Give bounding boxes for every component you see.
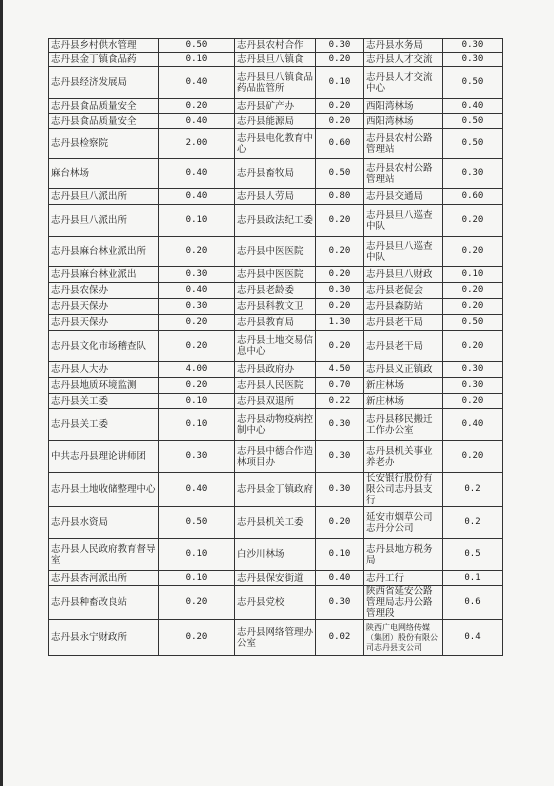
table-row: [49, 620, 503, 656]
unit-name-cell: 新庄林场: [364, 394, 443, 409]
amount-cell: 0.20: [443, 441, 503, 473]
amount-cell: 0.20: [159, 586, 235, 620]
table-row: [49, 394, 503, 409]
amount-cell: 0.20: [316, 299, 364, 315]
amount-cell: 0.50: [316, 159, 364, 189]
amount-cell: 0.20: [316, 99, 364, 114]
amount-cell: 1.30: [316, 315, 364, 331]
amount-cell: 0.20: [159, 378, 235, 394]
amount-cell: 0.50: [443, 315, 503, 331]
amount-cell: 0.20: [443, 299, 503, 315]
amount-cell: 0.30: [316, 586, 364, 620]
amount-cell: 0.60: [443, 189, 503, 205]
table-row: [49, 67, 503, 99]
amount-cell: 0.40: [159, 159, 235, 189]
amount-cell: 0.30: [443, 39, 503, 53]
unit-name-cell: 志丹县旦八巡查中队: [364, 237, 443, 267]
unit-name-cell: 志丹县老促会: [364, 283, 443, 299]
table-row: [49, 539, 503, 571]
amount-cell: 0.20: [159, 315, 235, 331]
unit-name-cell: 志丹县旦八巡查中队: [364, 205, 443, 237]
amount-cell: 0.20: [316, 507, 364, 539]
table-row: [49, 205, 503, 237]
table-row: [49, 409, 503, 441]
amount-cell: 0.40: [316, 571, 364, 586]
table-row: [49, 571, 503, 586]
amount-cell: 0.20: [443, 394, 503, 409]
unit-name-cell: 志丹县种畜改良站: [49, 586, 159, 620]
amount-cell: 0.20: [316, 267, 364, 283]
unit-name-cell: 志丹县老干局: [364, 315, 443, 331]
amount-cell: 0.20: [159, 331, 235, 362]
table-row: [49, 267, 503, 283]
table-row: [49, 99, 503, 114]
unit-name-cell: 志丹县矿产办: [235, 99, 316, 114]
amount-cell: 0.40: [159, 473, 235, 507]
unit-name-cell: 志丹县农保办: [49, 283, 159, 299]
amount-cell: 0.5: [443, 539, 503, 571]
amount-cell: 0.10: [159, 409, 235, 441]
table-row: [49, 586, 503, 620]
unit-name-cell: 志丹县党校: [235, 586, 316, 620]
scan-edge: [0, 0, 3, 786]
amount-cell: 0.30: [443, 159, 503, 189]
unit-name-cell: 长安银行股份有限公司志丹县支行: [364, 473, 443, 507]
unit-name-cell: 志丹县老干局: [364, 331, 443, 362]
amount-cell: 0.10: [159, 539, 235, 571]
unit-name-cell: 志丹县地质环境监测: [49, 378, 159, 394]
amount-cell: 0.6: [443, 586, 503, 620]
amount-cell: 0.20: [443, 331, 503, 362]
unit-name-cell: 志丹县食品质量安全: [49, 99, 159, 114]
unit-name-cell: 志丹县麻台林业派出所: [49, 237, 159, 267]
unit-name-cell: 志丹县杏河派出所: [49, 571, 159, 586]
amount-cell: 0.1: [443, 571, 503, 586]
amount-cell: 2.00: [159, 129, 235, 159]
unit-name-cell: 志丹县关工委: [49, 409, 159, 441]
unit-name-cell: 志丹县永宁财政所: [49, 620, 159, 656]
unit-name-cell: 志丹县人大办: [49, 362, 159, 378]
amount-cell: 0.2: [443, 473, 503, 507]
unit-name-cell: 志丹县关工委: [49, 394, 159, 409]
amount-cell: 0.20: [159, 620, 235, 656]
amount-cell: 0.10: [443, 267, 503, 283]
amount-cell: 0.30: [316, 473, 364, 507]
unit-name-cell: 白沙川林场: [235, 539, 316, 571]
unit-name-cell: 志丹县政法纪工委: [235, 205, 316, 237]
unit-name-cell: 志丹县土地交易信息中心: [235, 331, 316, 362]
table-row: [49, 159, 503, 189]
amount-cell: 0.20: [316, 114, 364, 129]
table-row: [49, 237, 503, 267]
amount-cell: 0.20: [159, 237, 235, 267]
amount-cell: 0.40: [159, 114, 235, 129]
unit-name-cell: 志丹县老龄委: [235, 283, 316, 299]
amount-cell: 0.30: [159, 441, 235, 473]
unit-name-cell: 志丹县农村合作: [235, 39, 316, 53]
table-row: [49, 39, 503, 53]
amount-cell: 0.30: [316, 409, 364, 441]
amount-cell: 0.40: [443, 409, 503, 441]
amount-cell: 0.30: [316, 441, 364, 473]
unit-name-cell: 陕西广电网络传媒（集团）股份有限公司志丹县支公司: [364, 620, 443, 656]
amount-cell: 0.30: [159, 299, 235, 315]
amount-cell: 0.22: [316, 394, 364, 409]
amount-cell: 0.10: [159, 394, 235, 409]
table-row: [49, 507, 503, 539]
unit-name-cell: 志丹县人民政府教育督导室: [49, 539, 159, 571]
unit-name-cell: 志丹县科教文卫: [235, 299, 316, 315]
amount-cell: 0.60: [316, 129, 364, 159]
amount-cell: 0.40: [443, 99, 503, 114]
table-row: [49, 473, 503, 507]
amount-cell: 0.02: [316, 620, 364, 656]
amount-cell: 0.30: [316, 283, 364, 299]
amount-cell: 0.10: [159, 571, 235, 586]
table-row: [49, 315, 503, 331]
unit-name-cell: 志丹县人劳局: [235, 189, 316, 205]
unit-name-cell: 志丹县中医医院: [235, 267, 316, 283]
table-row: [49, 441, 503, 473]
unit-name-cell: 志丹县金丁镇食品药: [49, 53, 159, 67]
unit-name-cell: 志丹县食品质量安全: [49, 114, 159, 129]
unit-name-cell: 志丹县中医医院: [235, 237, 316, 267]
unit-name-cell: 志丹县旦八派出所: [49, 189, 159, 205]
amount-cell: 0.30: [443, 53, 503, 67]
amount-cell: 0.70: [316, 378, 364, 394]
unit-name-cell: 志丹县天保办: [49, 315, 159, 331]
allocation-table: [48, 38, 503, 656]
unit-name-cell: 志丹县检察院: [49, 129, 159, 159]
unit-name-cell: 志丹县农村公路管理站: [364, 159, 443, 189]
table-row: [49, 189, 503, 205]
amount-cell: 0.40: [159, 67, 235, 99]
amount-cell: 0.20: [443, 237, 503, 267]
amount-cell: 0.80: [316, 189, 364, 205]
unit-name-cell: 志丹县地方税务局: [364, 539, 443, 571]
amount-cell: 4.50: [316, 362, 364, 378]
table-row: [49, 378, 503, 394]
unit-name-cell: 中共志丹县理论讲师团: [49, 441, 159, 473]
table-row: [49, 114, 503, 129]
unit-name-cell: 西阳湾林场: [364, 114, 443, 129]
amount-cell: 0.20: [159, 99, 235, 114]
amount-cell: 0.4: [443, 620, 503, 656]
amount-cell: 0.50: [443, 129, 503, 159]
table-row: [49, 53, 503, 67]
table-row: [49, 331, 503, 362]
unit-name-cell: 志丹县旦八派出所: [49, 205, 159, 237]
amount-cell: 0.50: [159, 39, 235, 53]
amount-cell: 0.30: [159, 267, 235, 283]
amount-cell: 0.2: [443, 507, 503, 539]
unit-name-cell: 志丹县机关事业养老办: [364, 441, 443, 473]
table-row: [49, 299, 503, 315]
unit-name-cell: 志丹县双退所: [235, 394, 316, 409]
amount-cell: 0.10: [159, 205, 235, 237]
unit-name-cell: 志丹县旦八镇食: [235, 53, 316, 67]
amount-cell: 0.50: [443, 114, 503, 129]
amount-cell: 0.30: [316, 39, 364, 53]
table-row: [49, 362, 503, 378]
table-row: [49, 283, 503, 299]
amount-cell: 0.20: [316, 237, 364, 267]
unit-name-cell: 志丹县教育局: [235, 315, 316, 331]
unit-name-cell: 志丹县中德合作造林项目办: [235, 441, 316, 473]
amount-cell: 0.10: [316, 67, 364, 99]
unit-name-cell: 志丹县经济发展局: [49, 67, 159, 99]
unit-name-cell: 志丹县金丁镇政府: [235, 473, 316, 507]
unit-name-cell: 志丹县旦八镇食品药品监管所: [235, 67, 316, 99]
unit-name-cell: 志丹县水务局: [364, 39, 443, 53]
unit-name-cell: 志丹县网络管理办公室: [235, 620, 316, 656]
amount-cell: 0.30: [443, 362, 503, 378]
amount-cell: 0.30: [443, 378, 503, 394]
unit-name-cell: 志丹县能源局: [235, 114, 316, 129]
table-row: [49, 129, 503, 159]
amount-cell: 0.20: [316, 331, 364, 362]
unit-name-cell: 麻台林场: [49, 159, 159, 189]
unit-name-cell: 志丹县天保办: [49, 299, 159, 315]
unit-name-cell: 志丹县人才交流中心: [364, 67, 443, 99]
unit-name-cell: 新庄林场: [364, 378, 443, 394]
unit-name-cell: 志丹县交通局: [364, 189, 443, 205]
unit-name-cell: 志丹县动物疫病控制中心: [235, 409, 316, 441]
unit-name-cell: 志丹县水资局: [49, 507, 159, 539]
amount-cell: 0.40: [159, 189, 235, 205]
amount-cell: 0.20: [443, 205, 503, 237]
amount-cell: 0.50: [159, 507, 235, 539]
unit-name-cell: 志丹县乡村供水管理: [49, 39, 159, 53]
unit-name-cell: 志丹县畜牧局: [235, 159, 316, 189]
unit-name-cell: 陕西省延安公路管理局志丹公路管理段: [364, 586, 443, 620]
unit-name-cell: 志丹县土地收储整理中心: [49, 473, 159, 507]
amount-cell: 4.00: [159, 362, 235, 378]
unit-name-cell: 志丹县义正镇政: [364, 362, 443, 378]
unit-name-cell: 志丹县农村公路管理站: [364, 129, 443, 159]
amount-cell: 0.20: [316, 53, 364, 67]
unit-name-cell: 志丹工行: [364, 571, 443, 586]
unit-name-cell: 志丹县麻台林业派出: [49, 267, 159, 283]
unit-name-cell: 志丹县政府办: [235, 362, 316, 378]
amount-cell: 0.50: [443, 67, 503, 99]
amount-cell: 0.20: [316, 205, 364, 237]
unit-name-cell: 志丹县旦八财政: [364, 267, 443, 283]
unit-name-cell: 志丹县森防站: [364, 299, 443, 315]
amount-cell: 0.10: [316, 539, 364, 571]
unit-name-cell: 志丹县电化教育中心: [235, 129, 316, 159]
unit-name-cell: 西阳湾林场: [364, 99, 443, 114]
unit-name-cell: 志丹县文化市场稽查队: [49, 331, 159, 362]
amount-cell: 0.10: [159, 53, 235, 67]
unit-name-cell: 志丹县机关工委: [235, 507, 316, 539]
unit-name-cell: 志丹县人才交流: [364, 53, 443, 67]
amount-cell: 0.20: [443, 283, 503, 299]
unit-name-cell: 志丹县保安街道: [235, 571, 316, 586]
amount-cell: 0.40: [159, 283, 235, 299]
unit-name-cell: 延安市烟草公司志丹分公司: [364, 507, 443, 539]
unit-name-cell: 志丹县人民医院: [235, 378, 316, 394]
unit-name-cell: 志丹县移民搬迁工作办公室: [364, 409, 443, 441]
